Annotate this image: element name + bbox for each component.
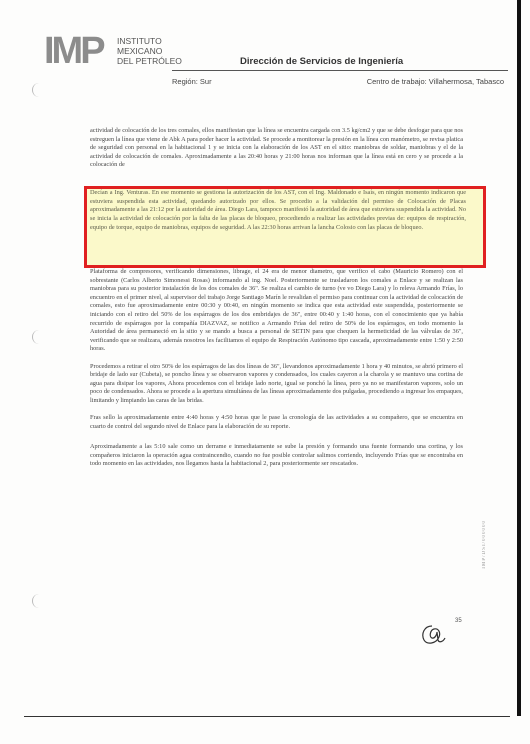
- document-body: [90, 127, 463, 478]
- paragraph-3: Procedemos a retirar el otro 50% de los espárragos de las dos líneas de 36", llevandonos aproximadamente 1 hora y 40 minutos, se abrió primero el bridaje de lado sur (Cubeta), se poncho línea y se observaron vapores y condensados, los cuales cayeron a la charola y se mantuvo una cortina de agua para disipar los vapores, Ahora procedemos con el bridaje lado norte, igual se ponchó la línea, pero ya no se manifestaron vapores, solo un poco de condensados. Ahora se procede a la apertura simultánea de las líneas aproximadamente dos pulgadas, procediendo a ingresar los empaques, limitando y limpiando las caras de las bridas.: [90, 362, 463, 404]
- logo-line: MEXICANO: [117, 46, 163, 56]
- punch-hole-mark: [32, 83, 43, 97]
- logo-text: [117, 36, 197, 66]
- logo-line: DEL PETRÓLEO: [117, 56, 182, 66]
- bottom-divider: [24, 716, 510, 717]
- paragraph-5: Aproximadamente a las 5:10 sale como un derrame e inmediatamente se sube la presión y formando una fuente formando una cortina, y los compañeros iniciaron la operación agua contraincendio, cuando no fue posible controlar salimos corriendo, incluyendo Frías que se encontraba en todo momento en las actividades, nos llegamos hasta la habitacional 2, para posteriormente ser rescatados.: [90, 443, 463, 468]
- page-number: 35: [455, 618, 462, 624]
- side-stamp: IMP/DSI/000000: [482, 520, 487, 569]
- highlighted-passage-text: Decían a Ing. Venturas. En ese momento se gestiona la autorización de los AST, con el Ing. Maldonado e Isaís, en ningún momento indicaron que estuviera suspendida esta actividad, quedando autorizado por ellos. Se procedio a la validación del permiso de Colocación de Placas aproximadamente a las 21:12 por la autoridad de área. Diego Lara, tampoco manifestó la autoridad de área que estuviera suspendida la actividad. No se inicia la actividad de colocación por la falta de las placas de bloqueo, procediendo a realizar las actividades previas de: equipos de respiración, equipo de torque, equipo de maniobras, equipos de seguridad. A las 22:30 horas arrivan la lancha Colosio con las placas de bloqueo.: [90, 189, 466, 231]
- work-center-label: Centro de trabajo: Villahermosa, Tabasco: [366, 77, 504, 86]
- punch-hole-mark: [32, 330, 43, 344]
- logo-line: INSTITUTO: [117, 36, 162, 46]
- logo-mark: IMP: [44, 30, 103, 72]
- region-label: Región: Sur: [172, 77, 212, 86]
- paragraph-2: Plataforma de compresores, verificando dimensiones, librage, el 24 era de menor diametro, que verifico el cabo (Mauricio Romero) con el sobrestante (Carlos Alberto Simonessi Rosas) informando al ing. Noel. Posteriormente se trasladaron los comales a Enlace y se realizan las maniobras para su posterior instalación de los dos comales de 36". Se realiza el cambio de turno (ve vo Diego Lara) y lo releva Armando Frías, lo encuentro en el primer nivel, al supervisor del trabajo Jorge Santiago Marín le revalidan el permiso para continuar con la actividad de colocación de comales, esto fue aproximadamente entre 00:30 y 00:40, en ningún momento se indica que esta actividad este suspendida, posteriormente se iniciando con el retiro del 50% de los espárragos de los dos embridajes de 36", entre 00:40 y 1:40 horas, con el conocimiento que ya había recurrido de espárragos por la compañía DIAZVAZ, se notifico a Armando Frías del retiro de 50% de los espárragos, en todo momento la Autoridad de área permaneció en la sitio y se mando a busca a personal de SETIN para que chequen la hermeticidad de las válvulas de 36", verificando que se realizara, además nosotros les facilitamos el equipo de Respiración Autónomo tipo cascada, aproximadamente entre 1:50 y 2:50 horas.: [90, 268, 463, 353]
- header-title: Dirección de Servicios de Ingeniería: [240, 56, 404, 67]
- header-divider: [172, 70, 508, 71]
- page-edge-bar: [517, 0, 521, 716]
- paragraph-1: actividad de colocación de los tres comales, ellos manifiestan que la línea se encuentra cargada con 3.5 kg/cm2 y que se debe desfogar para que nos estreguen la línea que viene de Abk A para poder hacer la actividad. Se procede a monitorear la presión en la línea con manómetro, se revisa platica de seguridad con personal en la habitacional 1 y se inicia con la elaboración de los AST en el sitio: maniobras de soldar, maniobras y el de la actividad de colocación de comales. Aproximadamente a las 20:40 horas y 21:00 horas nos informan que la línea está en cero y se procede a la colocación de: [90, 127, 463, 169]
- paragraph-4: Fras sello la aproximadamente entre 4:40 horas y 4:50 horas que le pase la cronología de las actividades a su compañero, que se encuentra en cuarto de control del segundo nivel de Enlace para la elaboración de su reporte.: [90, 414, 463, 430]
- punch-hole-mark: [32, 594, 43, 608]
- initials-signature: [418, 622, 448, 646]
